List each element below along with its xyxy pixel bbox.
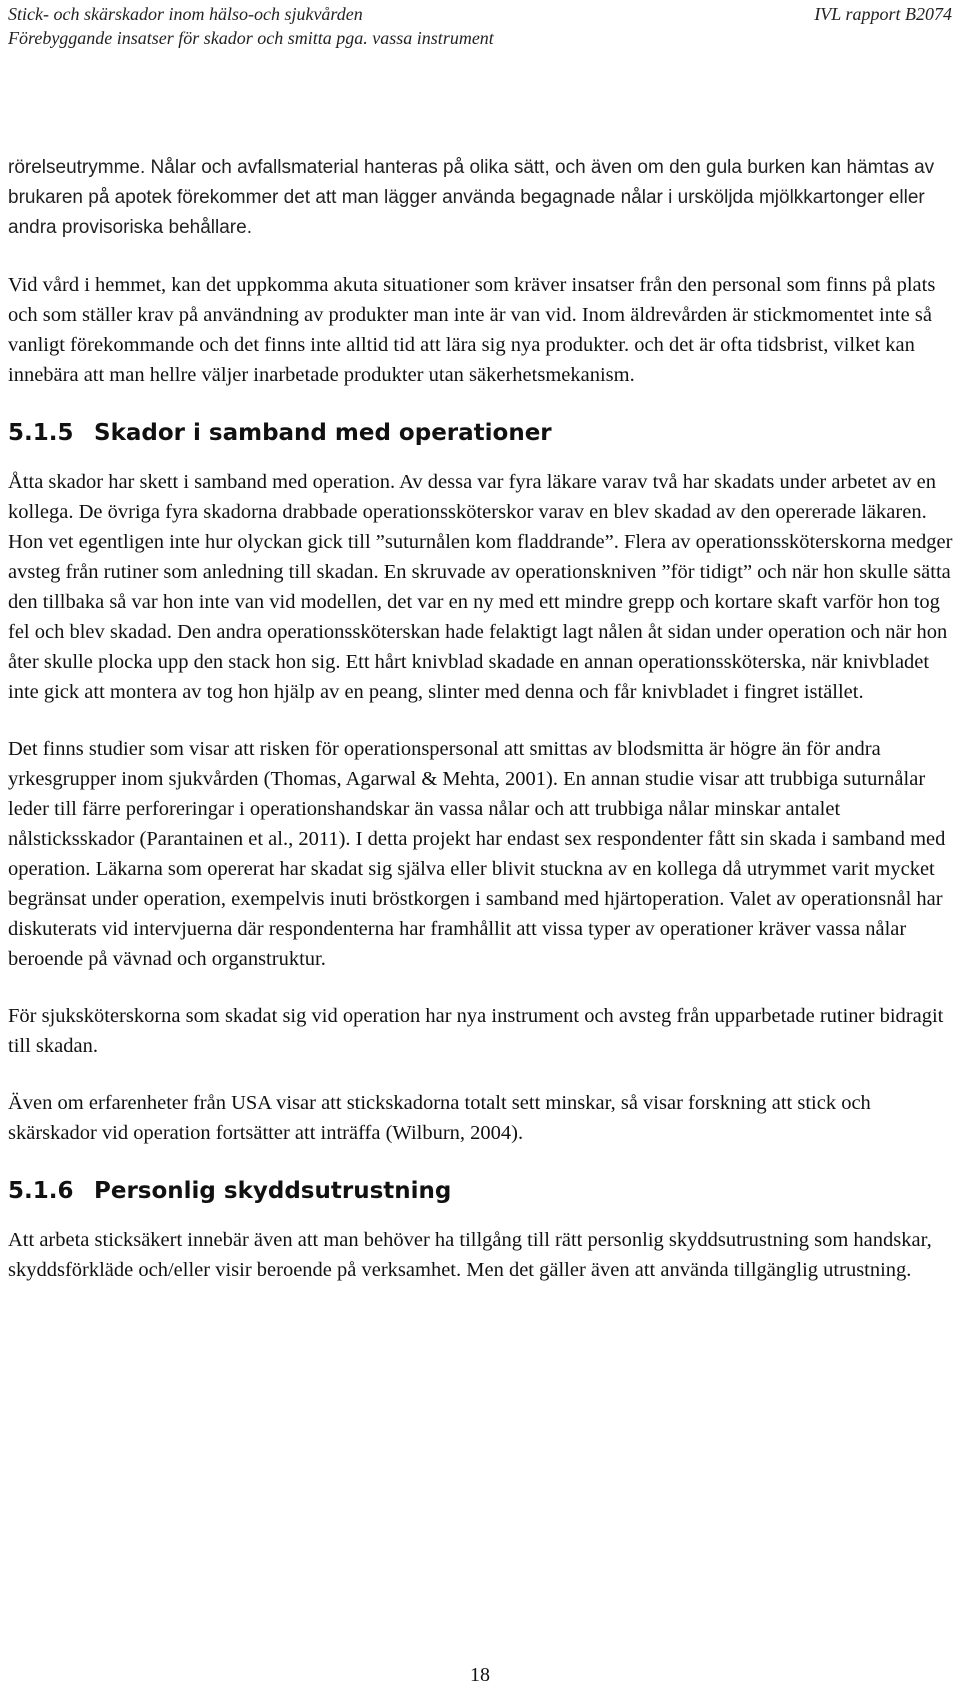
paragraph-nurses: För sjuksköterskorna som skadat sig vid operation har nya instrument och avsteg från upparbetade rutiner bidragit till skadan. — [8, 1005, 944, 1057]
paragraph-studies: Det finns studier som visar att risken för operationspersonal att smittas av blodsmitta är högre än för andra yrkesgrupper inom sjukvården (Thomas, Agarwal & Mehta, 2001). En annan studie visar att trubbiga suturnålar leder till färre perforeringar i operationshandskar än vassa nålar och att trubbiga nålar minskar antalet nålsticksskador (Parantainen et al., 2011). I detta projekt har endast sex respondenter fått sin skada i samband med operation. Läkarna som opererat har skadat sig själva eller blivit stuckna av en kollega då utrymmet varit mycket begränsat under operation, exempelvis inuti bröstkorgen i samband med hjärtoperation. Valet av operationsnål har diskuterats vid intervjuerna där respondenterna har framhållit att vissa typer av operationer kräver vassa nålar beroende på vävnad och organstruktur. — [8, 738, 946, 970]
section-number: 5.1.6 — [8, 1178, 74, 1204]
page-number: 18 — [470, 1664, 490, 1686]
section-number: 5.1.5 — [8, 420, 74, 446]
page-header — [8, 2, 952, 50]
paragraph-home-care: Vid vård i hemmet, kan det uppkomma akuta situationer som kräver insatser från den personal som finns på plats och som ställer krav på användning av produkter man inte är van vid. Inom äldrevården är stickmomentet inte så vanligt förekommande och det finns inte alltid tid att lära sig nya produkter. och det är ofta tidsbrist, vilket kan innebära att man hellre väljer inarbetade produkter utan säkerhetsmekanism. — [8, 274, 936, 386]
paragraph-usa-experience: Även om erfarenheter från USA visar att stickskadorna totalt sett minskar, så visar forskning att stick och skärskador vid operation fortsätter att inträffa (Wilburn, 2004). — [8, 1092, 871, 1144]
section-title: Skador i samband med operationer — [94, 420, 552, 446]
section-heading-5-1-5 — [8, 417, 954, 449]
header-document-subtitle: Förebyggande insatser för skador och smitta pga. vassa instrument — [8, 28, 494, 48]
header-document-title: Stick- och skärskador inom hälso-och sjukvården — [8, 4, 363, 24]
paragraph-protective-equipment: Att arbeta sticksäkert innebär även att man behöver ha tillgång till rätt personlig skyddsutrustning som handskar, skyddsförkläde och/eller visir beroende på verksamhet. Men det gäller även att använda tillgänglig utrustning. — [8, 1229, 932, 1281]
section-heading-5-1-6 — [8, 1175, 954, 1207]
section-title: Personlig skyddsutrustning — [94, 1178, 452, 1204]
paragraph-operation-injuries: Åtta skador har skett i samband med operation. Av dessa var fyra läkare varav två har skadats under arbetet av en kollega. De övriga fyra skadorna drabbade operationssköterskor varav en blev skadad av den opererade läkaren. Hon vet egentligen inte hur olyckan gick till ”suturnålen kom fladdrande”. Flera av operationssköterskorna medger avsteg från rutiner som anledning till skadan. En skruvade av operationskniven ”för tidigt” och när hon skulle sätta den tillbaka så var hon inte van vid modellen, det var en ny med ett mindre grepp och kortare skaft varför hon tog fel och blev skadad. Den andra operationssköterskan hade felaktigt lagt nålen åt sidan under operation och när hon åter skulle plocka upp den stack hon sig. Ett hårt knivblad skadade en annan operationssköterska, när knivbladet inte gick att montera av tog hon hjälp av en peang, slinter med denna och får knivbladet i fingret istället. — [8, 471, 953, 703]
paragraph-waste-handling: rörelseutrymme. Nålar och avfallsmaterial hanteras på olika sätt, och även om den gula burken kan hämtas av brukaren på apotek förekommer det att man lägger använda begagnade nålar i ursköljda mjölkkartonger eller andra provisoriska behållare. — [8, 157, 935, 238]
header-report-number: IVL rapport B2074 — [814, 4, 952, 24]
page-body — [8, 153, 954, 1285]
